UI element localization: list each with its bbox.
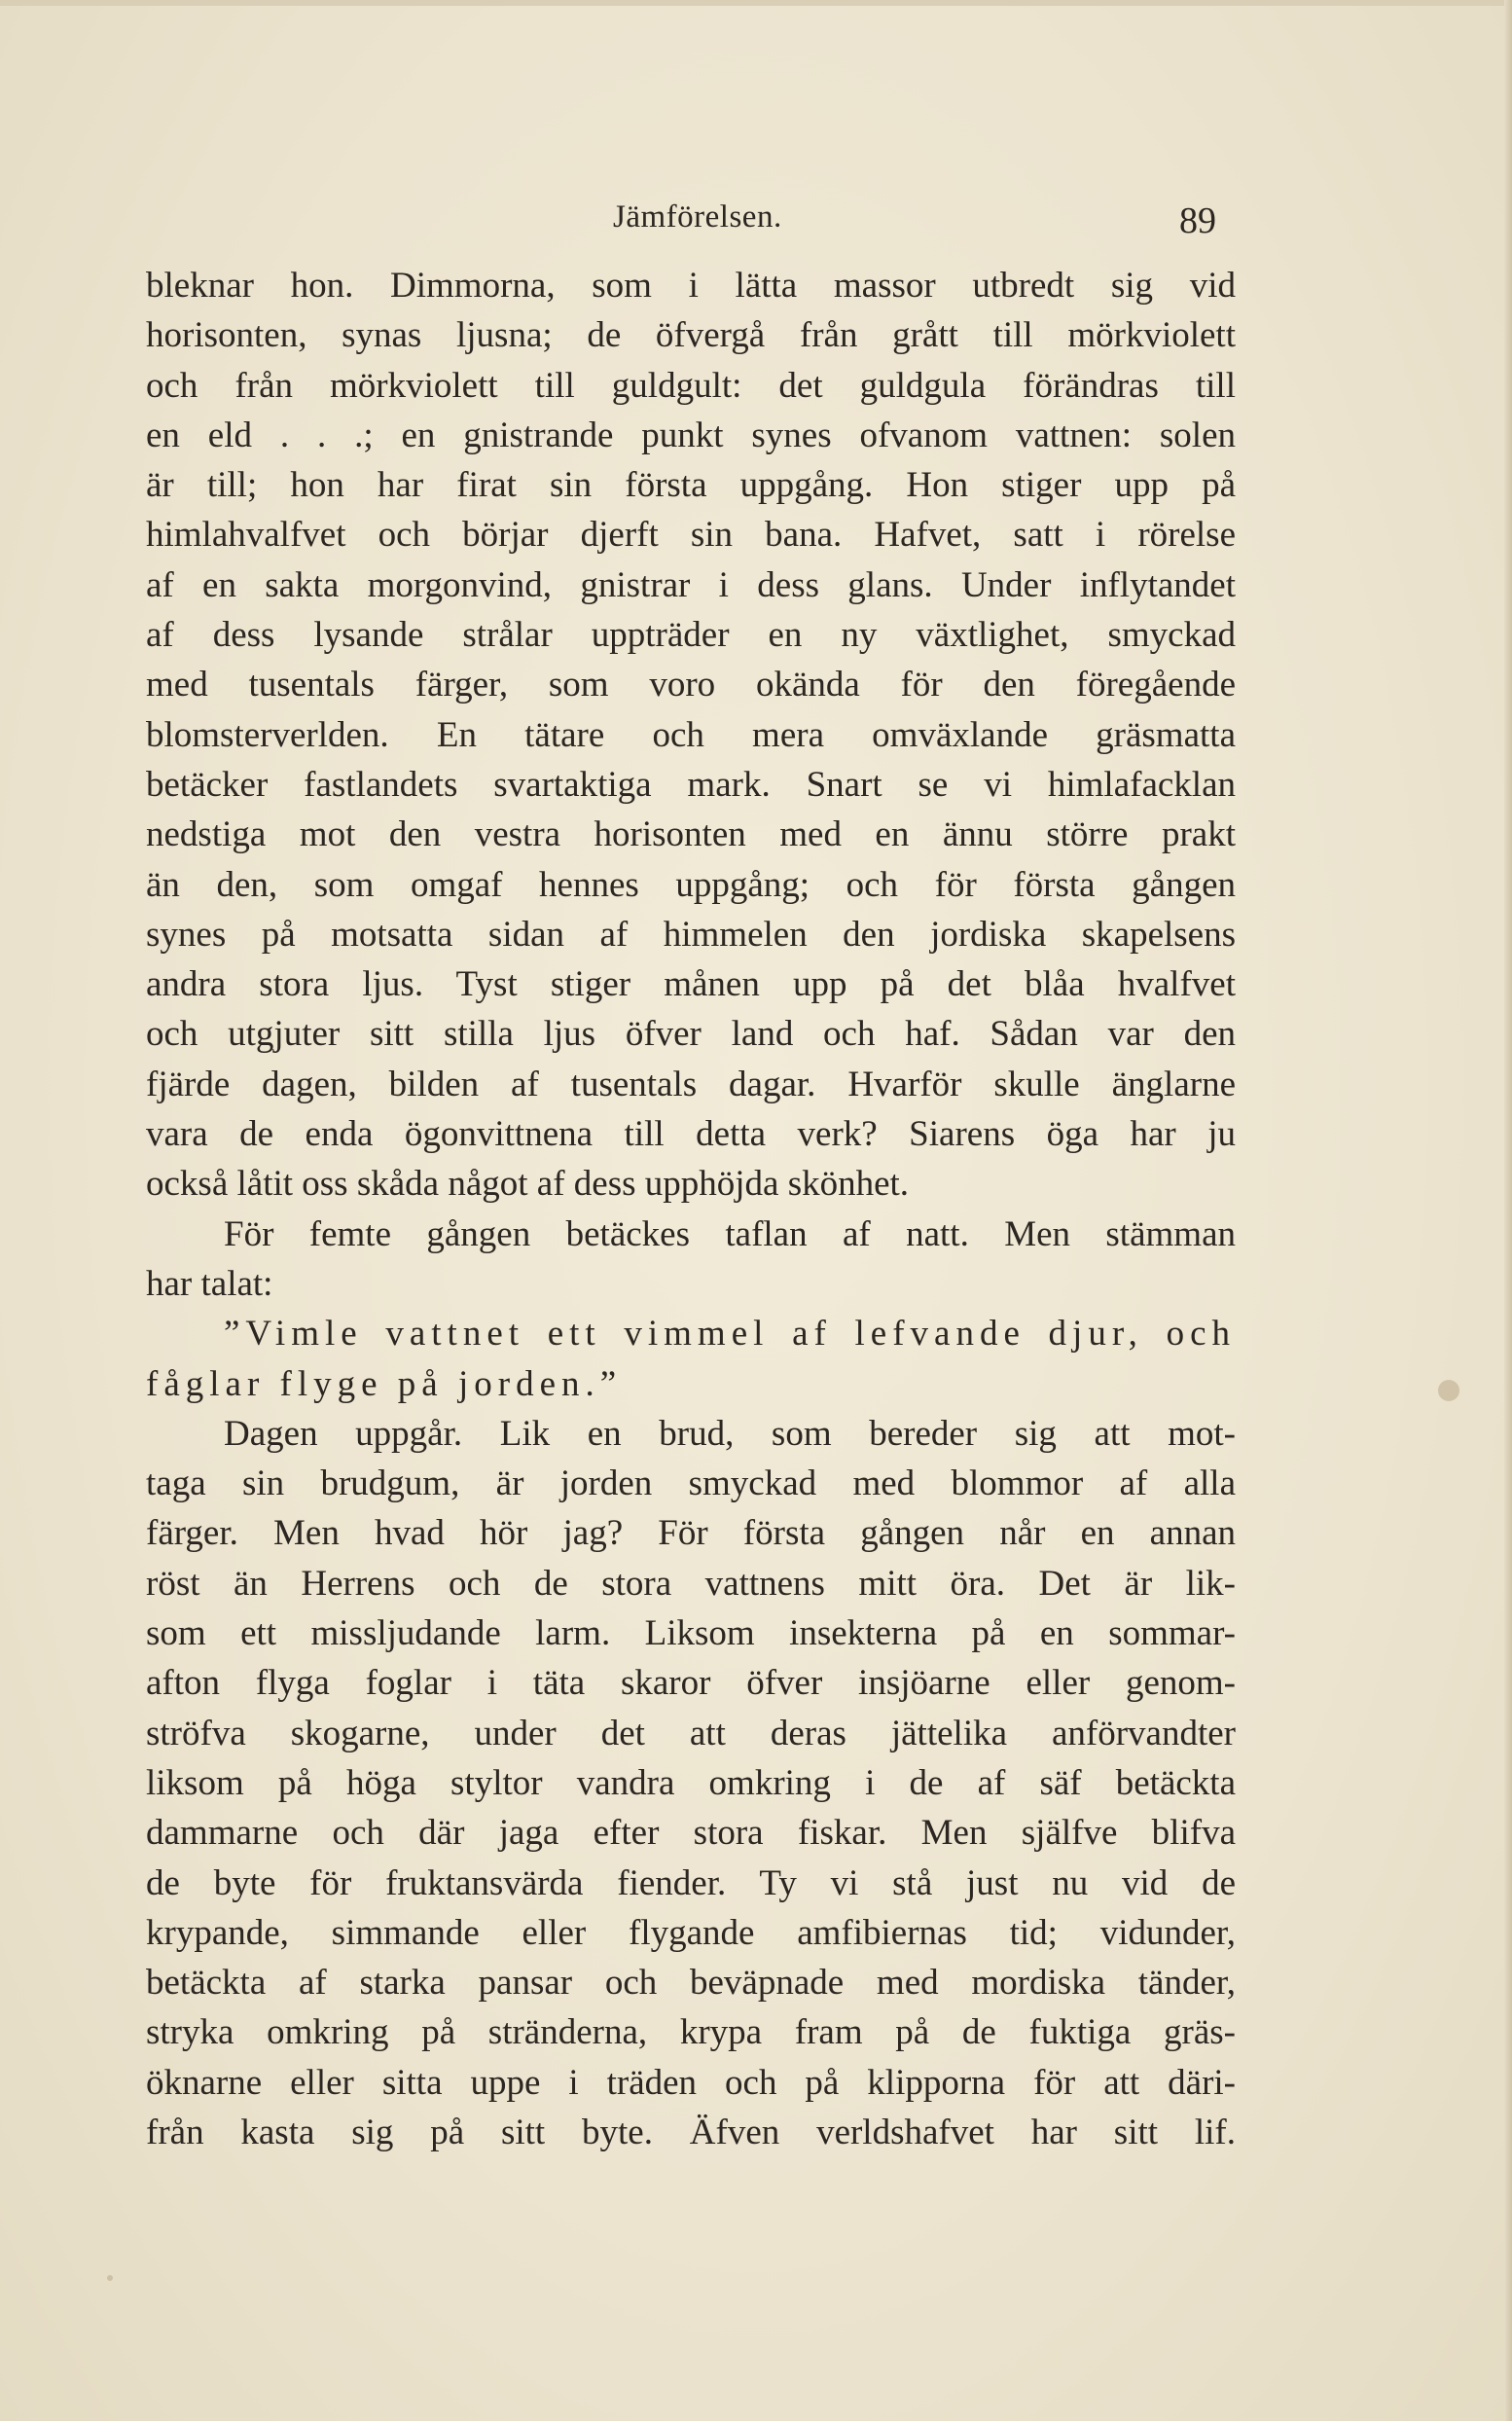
text-line: afton flyga foglar i täta skaror öfver insjöarne eller genom-: [146, 1663, 1236, 1704]
text-line: har talat:: [146, 1263, 273, 1304]
paper-speck: [107, 2275, 113, 2281]
text-line: ströfva skogarne, under det att deras jättelika anförvandter: [146, 1713, 1236, 1753]
text-line: andra stora ljus. Tyst stiger månen upp på det blåa hvalfvet: [146, 964, 1236, 1005]
text-line: öknarne eller sitta uppe i träden och på klipporna för att däri-: [146, 2062, 1236, 2103]
text-line: af dess lysande strålar uppträder en ny växtlighet, smyckad: [146, 615, 1236, 656]
text-line: en eld . . .; en gnistrande punkt synes ofvanom vattnen: solen: [146, 415, 1236, 455]
text-line: från kasta sig på sitt byte. Äfven verldshafvet har sitt lif.: [146, 2112, 1236, 2152]
text-line: är till; hon har firat sin första uppgång. Hon stiger upp på: [146, 465, 1236, 506]
text-line: som ett missljudande larm. Liksom insekterna på en sommar-: [146, 1613, 1236, 1654]
page-top-edge: [0, 0, 1512, 6]
text-line: färger. Men hvad hör jag? För första gången når en annan: [146, 1513, 1236, 1554]
text-line: taga sin brudgum, är jorden smyckad med blommor af alla: [146, 1463, 1236, 1504]
text-line: betäcker fastlandets svartaktiga mark. Snart se vi himlafacklan: [146, 764, 1236, 805]
text-line: bleknar hon. Dimmorna, som i lätta massor utbredt sig vid: [146, 266, 1236, 306]
text-line: synes på motsatta sidan af himmelen den jordiska skapelsens: [146, 914, 1236, 955]
body-text: [146, 261, 1236, 2157]
text-line: himlahvalfvet och börjar djerft sin bana. Hafvet, satt i rörelse: [146, 515, 1236, 556]
text-line: liksom på höga styltor vandra omkring i de af säf betäckta: [146, 1762, 1236, 1803]
quote-line: ”Vimle vattnet ett vimmel af lefvande djur, och: [224, 1314, 1236, 1355]
text-line: horisonten, synas ljusna; de öfvergå från grått till mörkviolett: [146, 315, 1236, 356]
text-line: af en sakta morgonvind, gnistrar i dess glans. Under inflytandet: [146, 564, 1236, 605]
text-line: För femte gången betäckes taflan af natt. Men stämman: [224, 1213, 1236, 1254]
text-line: än den, som omgaf hennes uppgång; och för första gången: [146, 864, 1236, 905]
text-line: blomsterverlden. En tätare och mera omväxlande gräsmatta: [146, 714, 1236, 755]
text-line: med tusentals färger, som voro okända för den föregående: [146, 665, 1236, 705]
page-header: [146, 199, 1216, 248]
page-right-edge: [1504, 0, 1512, 2421]
quote-line: fåglar flyge på jorden.”: [146, 1363, 623, 1404]
text-line: betäckta af starka pansar och beväpnade med mordiska tänder,: [146, 1963, 1236, 2004]
text-line: krypande, simmande eller flygande amfibiernas tid; vidunder,: [146, 1912, 1236, 1953]
text-line: Dagen uppgår. Lik en brud, som bereder sig att mot-: [224, 1413, 1236, 1454]
text-line: fjärde dagen, bilden af tusentals dagar. Hvarför skulle änglarne: [146, 1064, 1236, 1104]
text-line: och från mörkviolett till guldgult: det guldgula förändras till: [146, 365, 1236, 406]
text-line: stryka omkring på stränderna, krypa fram på de fuktiga gräs-: [146, 2012, 1236, 2053]
text-line: vara de enda ögonvittnena till detta verk? Siarens öga har ju: [146, 1114, 1236, 1155]
text-line: och utgjuter sitt stilla ljus öfver land och haf. Sådan var den: [146, 1014, 1236, 1055]
paper-speck: [1438, 1380, 1459, 1401]
text-line: nedstiga mot den vestra horisonten med en ännu större prakt: [146, 814, 1236, 855]
text-line: dammarne och där jaga efter stora fiskar. Men själfve blifva: [146, 1813, 1236, 1854]
text-line: röst än Herrens och de stora vattnens mitt öra. Det är lik-: [146, 1563, 1236, 1604]
page-number: 89: [1179, 200, 1216, 241]
text-line: också låtit oss skåda något af dess upphöjda skönhet.: [146, 1164, 910, 1205]
text-line: de byte för fruktansvärda fiender. Ty vi stå just nu vid de: [146, 1862, 1236, 1903]
running-head: Jämförelsen.: [613, 199, 782, 235]
